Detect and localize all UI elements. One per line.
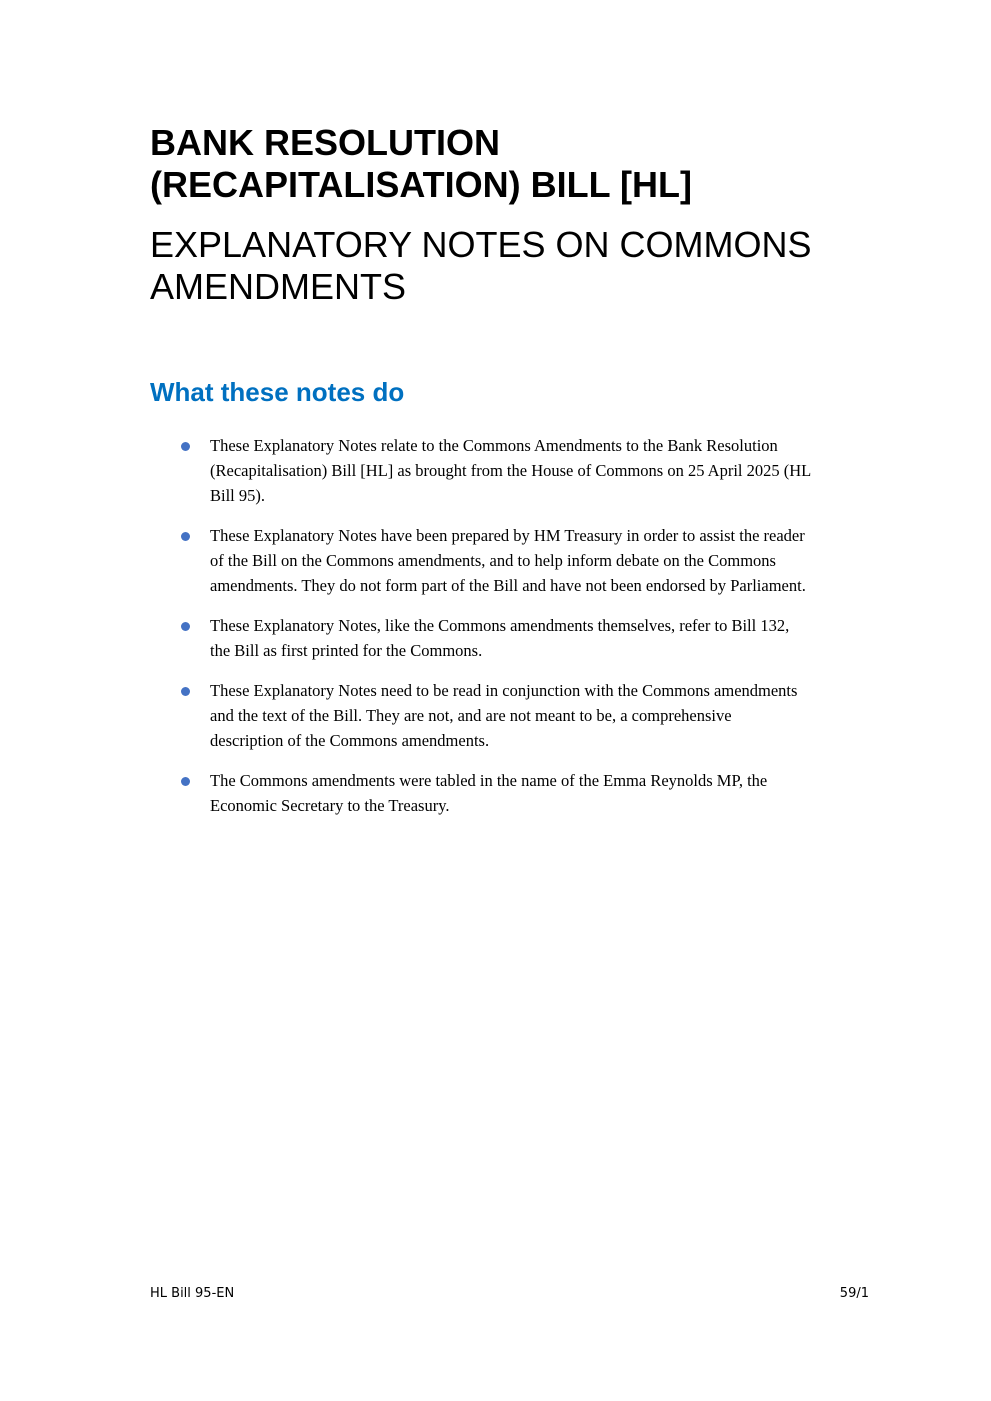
section-heading: What these notes do bbox=[150, 377, 405, 407]
document-title bbox=[150, 122, 692, 206]
subtitle-line: EXPLANATORY NOTES ON COMMONS bbox=[150, 224, 812, 265]
item-text: of the Bill on the Commons amendments, and to help inform debate on the Commons bbox=[210, 551, 776, 570]
item-text: These Explanatory Notes relate to the Commons Amendments to the Bank Resolution bbox=[210, 436, 778, 455]
item-text: and the text of the Bill. They are not, and are not meant to be, a comprehensive bbox=[210, 706, 732, 725]
document-subtitle bbox=[150, 224, 811, 308]
bullet-icon bbox=[181, 442, 190, 451]
item-text: These Explanatory Notes need to be read in conjunction with the Commons amendments bbox=[210, 681, 798, 700]
item-text: The Commons amendments were tabled in the name of the Emma Reynolds MP, the bbox=[210, 771, 768, 790]
footer-bill-reference: HL Bill 95-EN bbox=[150, 1286, 235, 1301]
item-text: (Recapitalisation) Bill [HL] as brought from the House of Commons on 25 April 2025 (HL bbox=[210, 461, 812, 480]
item-text: the Bill as first printed for the Commons. bbox=[210, 641, 483, 660]
bullet-list bbox=[150, 433, 880, 833]
footer-page-number: 59/1 bbox=[839, 1286, 869, 1301]
item-text: Economic Secretary to the Treasury. bbox=[210, 796, 450, 815]
bullet-icon bbox=[181, 777, 190, 786]
list-item bbox=[150, 433, 880, 508]
title-line: BANK RESOLUTION bbox=[150, 122, 500, 163]
item-text: description of the Commons amendments. bbox=[210, 731, 490, 750]
list-item bbox=[150, 678, 880, 753]
list-item bbox=[150, 523, 880, 598]
item-text: These Explanatory Notes have been prepared by HM Treasury in order to assist the reader bbox=[210, 526, 805, 545]
item-text: Bill 95). bbox=[210, 486, 266, 505]
list-item bbox=[150, 613, 880, 663]
list-item bbox=[150, 768, 880, 818]
title-line: (RECAPITALISATION) BILL [HL] bbox=[150, 164, 692, 205]
bullet-icon bbox=[181, 532, 190, 541]
item-text: These Explanatory Notes, like the Commons amendments themselves, refer to Bill 132, bbox=[210, 616, 790, 635]
item-text: amendments. They do not form part of the Bill and have not been endorsed by Parliament. bbox=[210, 576, 806, 595]
subtitle-line: AMENDMENTS bbox=[150, 266, 407, 307]
bullet-icon bbox=[181, 687, 190, 696]
bullet-icon bbox=[181, 622, 190, 631]
